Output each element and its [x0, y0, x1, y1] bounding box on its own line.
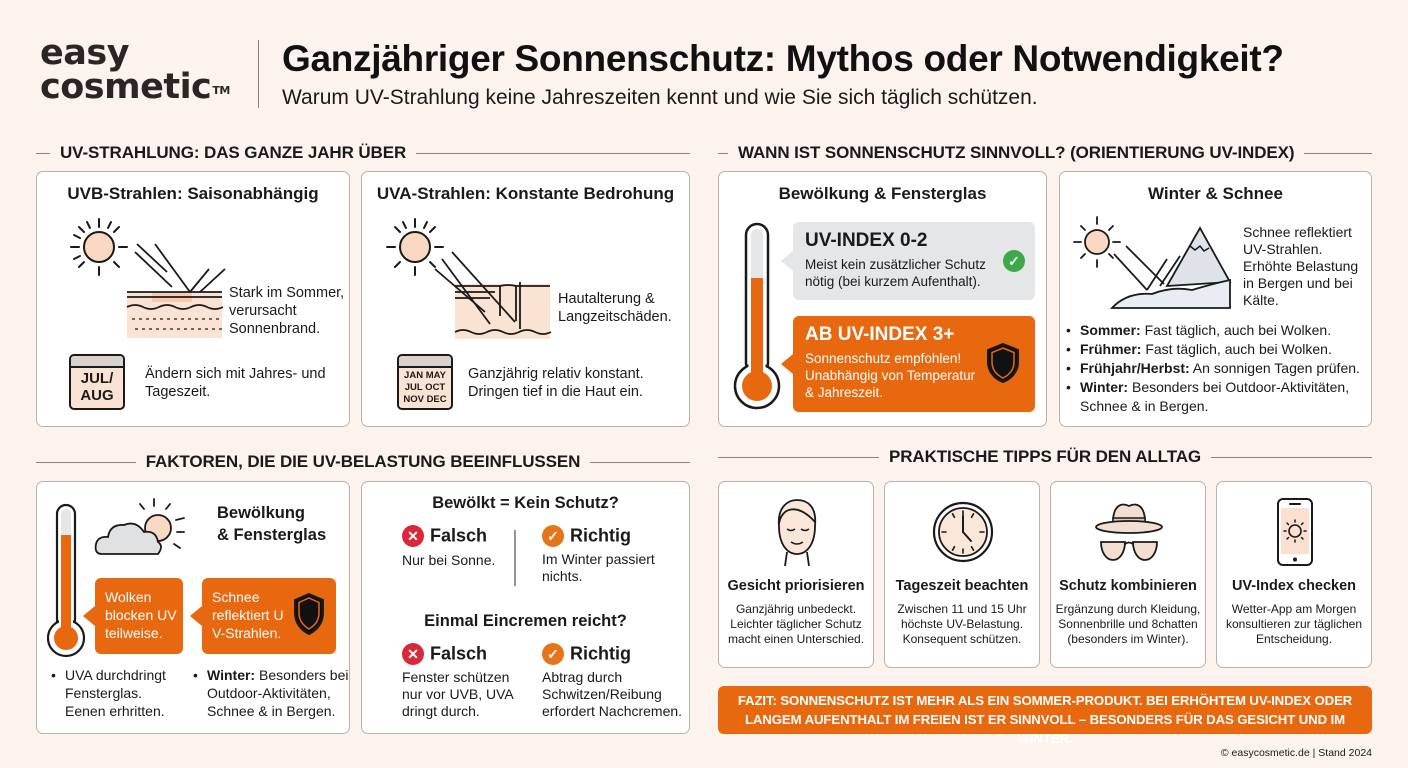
- text-line: Sonnenbrand.: [229, 321, 321, 337]
- myth-question-1: Bewölkt = Kein Schutz?: [432, 494, 619, 512]
- tip-card-time: [884, 481, 1040, 668]
- section-heading-tips: [718, 447, 1372, 467]
- tip-title: Tageszeit beachten: [895, 578, 1029, 594]
- card-title: UVA-Strahlen: Konstante Bedrohung: [376, 184, 675, 203]
- text-line: Fenster schützen: [402, 669, 510, 685]
- factor-bullet-left: [51, 666, 166, 720]
- text-line: Schnee: [212, 589, 260, 605]
- uva-card: [361, 171, 690, 427]
- bullet-item: [1066, 321, 1360, 340]
- heading-text: WANN IST SONNENSCHUTZ SINNVOLL? (ORIENTIERUNG UV-INDEX): [738, 143, 1295, 162]
- text-line: teilweise.: [105, 625, 163, 641]
- bullet-label: Sommer:: [1080, 322, 1141, 338]
- text-line: dringt durch.: [402, 703, 480, 719]
- text-line: Ändern sich mit Jahres- und: [145, 366, 326, 382]
- shield-icon: [985, 342, 1021, 384]
- text-line: in Bergen und bei: [1243, 275, 1353, 291]
- bullet-text: Schnee & in Bergen.: [1080, 398, 1209, 414]
- heading-rule: [718, 457, 879, 458]
- text-line: LANGEM AUFENTHALT IM FREIEN IST ER SINNVOLL – BESONDERS FÜR DAS GESICHT UND IM WINTER.: [744, 712, 1346, 746]
- text-line: & Fensterglas: [217, 526, 327, 544]
- text-line: reflektiert U: [212, 607, 284, 623]
- text-line: konsultieren zur täglichen: [1225, 617, 1363, 631]
- text-line: Abtrag durch: [542, 669, 623, 685]
- uv-index-high-label: AB UV-INDEX 3+: [805, 324, 955, 345]
- text-line: höchste UV-Belastung.: [900, 617, 1024, 631]
- uva-effect-text: [558, 290, 672, 326]
- heading-rule: [590, 462, 690, 463]
- bullet-item: [193, 666, 349, 720]
- copyright-text: © easycosmetic.de | Stand 2024: [1220, 747, 1372, 759]
- verdict-text: [402, 669, 514, 720]
- tip-text: [723, 602, 869, 647]
- bullet-text: An sonnigen Tagen prüfen.: [1189, 360, 1360, 376]
- bullet-label: Frühjahr/Herbst:: [1080, 360, 1190, 376]
- text-line: Bewölkung: [217, 504, 306, 522]
- text-line: Ganzjährig relativ konstant.: [468, 366, 644, 382]
- sun-reflect-skin-icon: [57, 214, 227, 344]
- heading-text: FAKTOREN, DIE DIE UV-BELASTUNG BEEINFLUSSEN: [145, 452, 581, 471]
- text-line: Schwitzen/Reibung: [542, 686, 662, 702]
- section-heading-factors: [36, 452, 690, 472]
- text-line: blocken UV: [105, 607, 177, 623]
- tip-text: [889, 602, 1035, 647]
- check-circle-icon: ✓: [1003, 250, 1025, 272]
- logo-line-2: cosmetic: [40, 67, 212, 107]
- uvb-season-text: [145, 365, 326, 401]
- text-line: Sonnenschutz empfohlen!: [805, 351, 962, 366]
- bullet-text: Fast täglich, auch bei Wolken.: [1141, 341, 1332, 357]
- bullet-item: [51, 666, 166, 720]
- text-line: Eenen erhritten.: [65, 703, 165, 719]
- uva-season-text: [468, 365, 644, 401]
- check-circle-icon: ✓: [542, 643, 564, 665]
- text-line: UV-Strahlen.: [1243, 241, 1323, 257]
- card-title: Bewölkung & Fensterglas: [778, 184, 987, 203]
- text-line: Langzeitschäden.: [558, 309, 672, 325]
- sun-penetrate-skin-icon: [380, 214, 580, 344]
- heading-rule: [36, 462, 136, 463]
- tip-title: Schutz kombinieren: [1059, 578, 1197, 594]
- text-line: Meist kein zusätzlicher Schutz: [805, 257, 986, 272]
- bullet-label: Winter:: [207, 667, 256, 683]
- heading-rule: [416, 153, 690, 154]
- phone-sun-icon: [1275, 496, 1315, 568]
- uv-index-low-label: UV-INDEX 0-2: [805, 230, 928, 251]
- card-title: UVB-Strahlen: Saisonabhängig: [67, 184, 319, 203]
- heading-text: PRAKTISCHE TIPPS FÜR DEN ALLTAG: [888, 447, 1202, 466]
- text-line: Erhöhte Belastung: [1243, 258, 1359, 274]
- myth-1-true: [542, 525, 655, 585]
- text-line: Wolken: [105, 589, 152, 605]
- verdict-text: [542, 551, 655, 585]
- snow-reflect-callout: [202, 578, 336, 654]
- tip-text: [1055, 602, 1201, 647]
- calendar-label: JUL OCT: [404, 382, 446, 393]
- text-line: Wetter-App am Morgen: [1231, 602, 1357, 616]
- page-subtitle: Warum UV-Strahlung keine Jahreszeiten kennt und wie Sie sich täglich schützen.: [282, 86, 1038, 109]
- text-line: Schnee & in Bergen.: [207, 703, 336, 719]
- text-line: Ergänzung durch Kleidung,: [1055, 602, 1201, 616]
- thermometer-icon: [733, 220, 783, 416]
- verdict-text: [542, 669, 682, 720]
- text-line: Besonders bei: [255, 667, 349, 683]
- text-line: Konsequent schützen.: [902, 632, 1022, 646]
- header-divider: [258, 40, 259, 108]
- myth-question-2: Einmal Eincremen reicht?: [424, 612, 627, 630]
- text-line: & Jahreszeit.: [805, 385, 884, 400]
- uv-index-low-text: [805, 256, 986, 290]
- factor-bullet-right: [193, 666, 349, 720]
- text-line: Unabhängig von Temperatur: [805, 368, 976, 383]
- tip-card-uv-index: [1216, 481, 1372, 668]
- bullet-label: Winter:: [1080, 379, 1129, 395]
- text-line: Kälte.: [1243, 292, 1279, 308]
- text-line: Sonnenbrille und 8chatten: [1058, 617, 1198, 631]
- uvb-effect-text: [229, 284, 344, 338]
- cloud-sun-icon: [92, 496, 192, 566]
- calendar-label: NOV DEC: [403, 394, 447, 405]
- brand-logo: [40, 33, 230, 107]
- section-heading-when: [718, 143, 1372, 163]
- calendar-label: AUG: [80, 387, 114, 404]
- clouds-block-callout: [95, 578, 183, 654]
- uv-index-high-text: [805, 350, 975, 401]
- heading-rule: [36, 153, 50, 154]
- text-line: (besonders im Winter).: [1067, 632, 1189, 646]
- factor-title: [217, 502, 326, 546]
- text-line: Schnee reflektiert: [1243, 224, 1352, 240]
- clock-icon: [931, 500, 995, 564]
- bullet-item: [1066, 359, 1360, 378]
- trademark-mark: TM: [212, 84, 230, 97]
- text-line: Hautalterung &: [558, 291, 655, 307]
- column-divider: [514, 530, 516, 586]
- text-line: Stark im Sommer,: [229, 285, 345, 301]
- verdict-label: Richtig: [570, 643, 631, 664]
- text-line: • UVA durchdringt: [65, 667, 166, 683]
- myth-2-false: [402, 643, 514, 720]
- section-heading-uv-year: [36, 143, 690, 163]
- myth-1-false: [402, 525, 495, 569]
- conclusion-banner: [718, 686, 1372, 746]
- winter-snow-text: [1243, 224, 1358, 309]
- check-circle-icon: ✓: [542, 525, 564, 547]
- shield-icon: [292, 592, 326, 636]
- thermometer-icon: [47, 502, 87, 662]
- calendar-label: JAN MAY: [404, 370, 446, 381]
- bullet-text: Besonders bei Outdoor-Aktivitäten,: [1128, 379, 1350, 395]
- text-line: Zwischen 11 und 15 Uhr: [897, 602, 1027, 616]
- text-line: macht einen Unterschied.: [727, 632, 865, 646]
- verdict-text: Nur bei Sonne.: [402, 552, 496, 568]
- text-line: Im Winter passiert: [542, 551, 655, 567]
- myth-2-true: [542, 643, 682, 720]
- text-line: Ganzjährig unbedeckt.: [735, 602, 857, 616]
- myth-card: [361, 481, 690, 734]
- calendar-label: JUL/: [80, 370, 114, 387]
- text-line: verursacht: [229, 303, 297, 319]
- uvb-card: [36, 171, 350, 427]
- text-line: Outdoor-Aktivitäten,: [207, 685, 331, 701]
- uv-index-low-callout: [793, 222, 1035, 300]
- cross-circle-icon: ✕: [402, 643, 424, 665]
- tip-title: Gesicht priorisieren: [727, 578, 865, 594]
- heading-rule: [1304, 153, 1372, 154]
- bullet-label: Frühmer:: [1080, 341, 1142, 357]
- uv-index-high-callout: [793, 316, 1035, 412]
- tip-card-face: [718, 481, 874, 668]
- text-line: Leichter täglicher Schutz: [730, 617, 862, 631]
- bullet-item: [1066, 378, 1360, 416]
- logo-line-1: easy: [40, 33, 130, 73]
- verdict-label: Richtig: [570, 525, 631, 546]
- page-title: Ganzjähriger Sonnenschutz: Mythos oder Notwendigkeit?: [282, 38, 1284, 79]
- calendar-icon: [397, 354, 453, 410]
- heading-text: UV-STRAHLUNG: DAS GANZE JAHR ÜBER: [60, 143, 407, 162]
- season-bullet-list: [1062, 321, 1364, 416]
- heading-rule: [718, 153, 728, 154]
- bullet-text: Fast täglich, auch bei Wolken.: [1140, 322, 1332, 338]
- text-line: erfordert Nachcremen.: [542, 703, 683, 719]
- text-line: nichts.: [542, 568, 583, 584]
- snow-mountain-reflect-icon: [1072, 214, 1242, 314]
- text-line: nur vor UVB, UVA: [402, 686, 514, 702]
- calendar-icon: [69, 354, 125, 410]
- hat-sunglasses-icon: [1093, 496, 1165, 568]
- tip-title: UV-Index checken: [1231, 578, 1357, 594]
- factor-card: [36, 481, 350, 734]
- heading-rule: [1211, 457, 1372, 458]
- verdict-label: Falsch: [430, 643, 488, 664]
- text-line: Fensterglas.: [65, 685, 143, 701]
- text-line: Tageszeit.: [145, 384, 211, 400]
- text-line: nötig (bei kurzem Aufenthalt).: [805, 274, 981, 289]
- verdict-label: Falsch: [430, 525, 488, 546]
- cross-circle-icon: ✕: [402, 525, 424, 547]
- text-line: V-Strahlen.: [212, 625, 282, 641]
- uv-index-card: [718, 171, 1047, 427]
- text-line: Dringen tief in die Haut ein.: [468, 384, 643, 400]
- bullet-item: [1066, 340, 1360, 359]
- text-line: Entscheidung.: [1255, 632, 1333, 646]
- tip-text: [1221, 602, 1367, 647]
- face-icon: [767, 496, 827, 568]
- card-title: Winter & Schnee: [1148, 184, 1283, 203]
- text-line: FAZIT: SONNENSCHUTZ IST MEHR ALS EIN SOMMER-PRODUKT. BEI ERHÖHTEM UV-INDEX ODER: [737, 693, 1353, 708]
- tip-card-combine: [1050, 481, 1206, 668]
